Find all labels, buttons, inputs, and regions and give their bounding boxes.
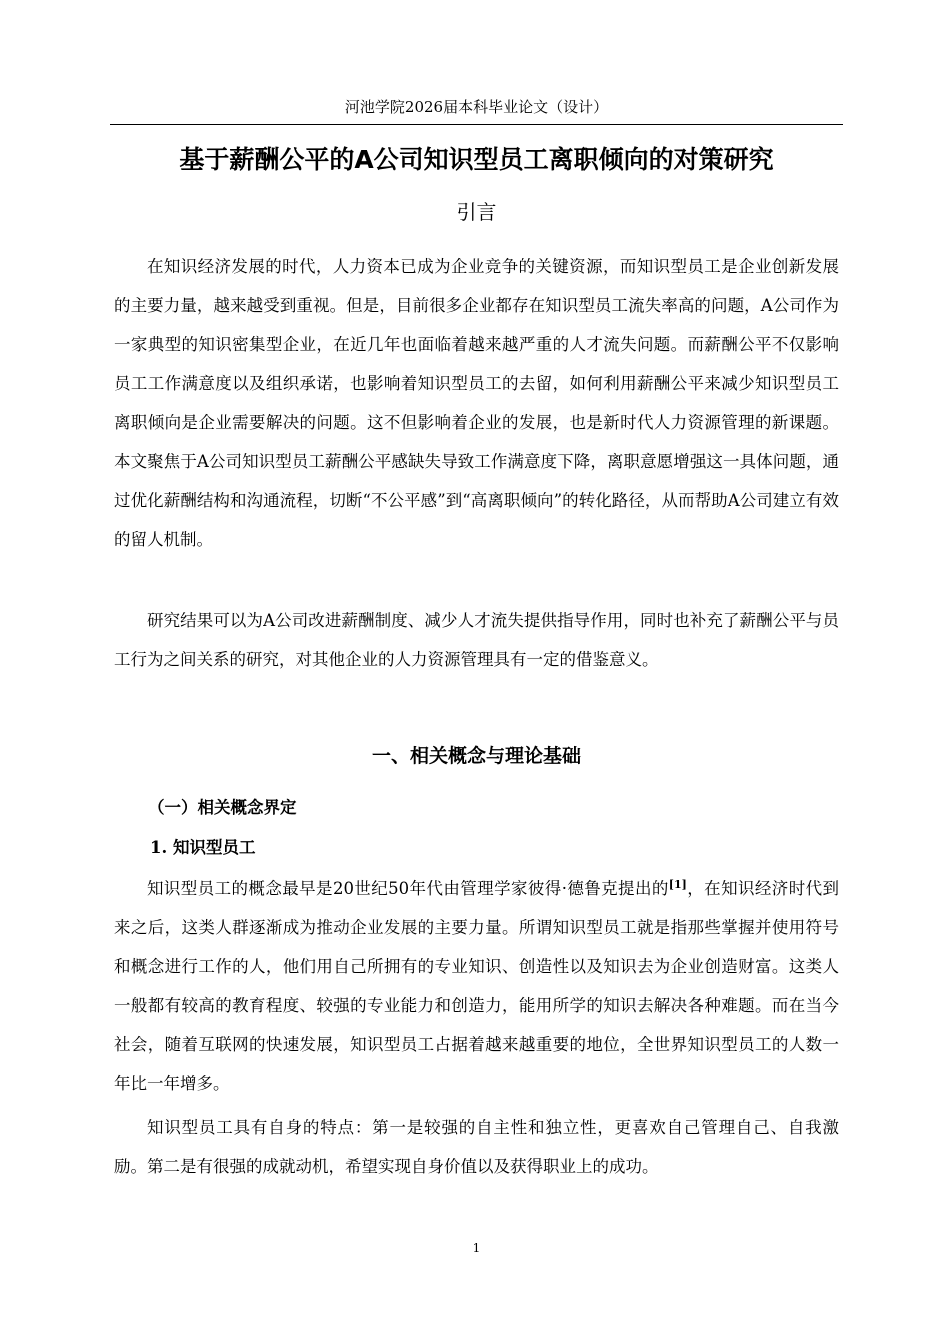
intro-paragraph-2: 研究结果可以为A公司改进薪酬制度、减少人才流失提供指导作用，同时也补充了薪酬公平与员工行为之间关系的研究，对其他企业的人力资源管理具有一定的借鉴意义。	[114, 611, 839, 669]
subsection-heading: （一）相关概念界定	[148, 798, 297, 817]
concept-paragraph-1-start: 知识型员工的概念最早是20世纪50年代由管理学家彼得·德鲁克提出的	[147, 879, 669, 898]
citation-marker[interactable]: [1]	[668, 878, 687, 891]
item-heading: 1. 知识型员工	[150, 838, 256, 857]
intro-heading: 引言	[456, 200, 497, 224]
section-heading: 一、相关概念与理论基础	[371, 745, 581, 767]
header-rule	[110, 124, 843, 125]
thesis-title: 基于薪酬公平的A公司知识型员工离职倾向的对策研究	[179, 145, 774, 174]
concept-paragraph-1-end: ，在知识经济时代到来之后，这类人群逐渐成为推动企业发展的主要力量。所谓知识型员工就是指那些掌握并使用符号和概念进行工作的人，他们用自己所拥有的专业知识、创造性以及知识去为企业创造财富。这类人一般都有较高的教育程度、较强的专业能力和创造力，能用所学的知识去解决各种难题。而在当今社会，随着互联网的快速发展，知识型员工占据着越来越重要的地位，全世界知识型员工的人数一年比一年增多。	[114, 879, 839, 1093]
intro-paragraph-1: 在知识经济发展的时代，人力资本已成为企业竞争的关键资源，而知识型员工是企业创新发展的主要力量，越来越受到重视。但是，目前很多企业都存在知识型员工流失率高的问题，A公司作为一家典型的知识密集型企业，在近几年也面临着越来越严重的人才流失问题。而薪酬公平不仅影响员工工作满意度以及组织承诺，也影响着知识型员工的去留，如何利用薪酬公平来减少知识型员工离职倾向是企业需要解决的问题。这不但影响着企业的发展，也是新时代人力资源管理的新课题。本文聚焦于A公司知识型员工薪酬公平感缺失导致工作满意度下降，离职意愿增强这一具体问题，通过优化薪酬结构和沟通流程，切断“不公平感”到“高离职倾向”的转化路径，从而帮助A公司建立有效的留人机制。	[114, 257, 839, 549]
concept-paragraph-1	[114, 869, 839, 1103]
running-header: 河池学院2026届本科毕业论文（设计）	[344, 98, 609, 116]
page-number: 1	[472, 1241, 481, 1255]
concept-paragraph-2: 知识型员工具有自身的特点：第一是较强的自主性和独立性，更喜欢自己管理自己、自我激励。第二是有很强的成就动机，希望实现自身价值以及获得职业上的成功。	[114, 1118, 839, 1176]
